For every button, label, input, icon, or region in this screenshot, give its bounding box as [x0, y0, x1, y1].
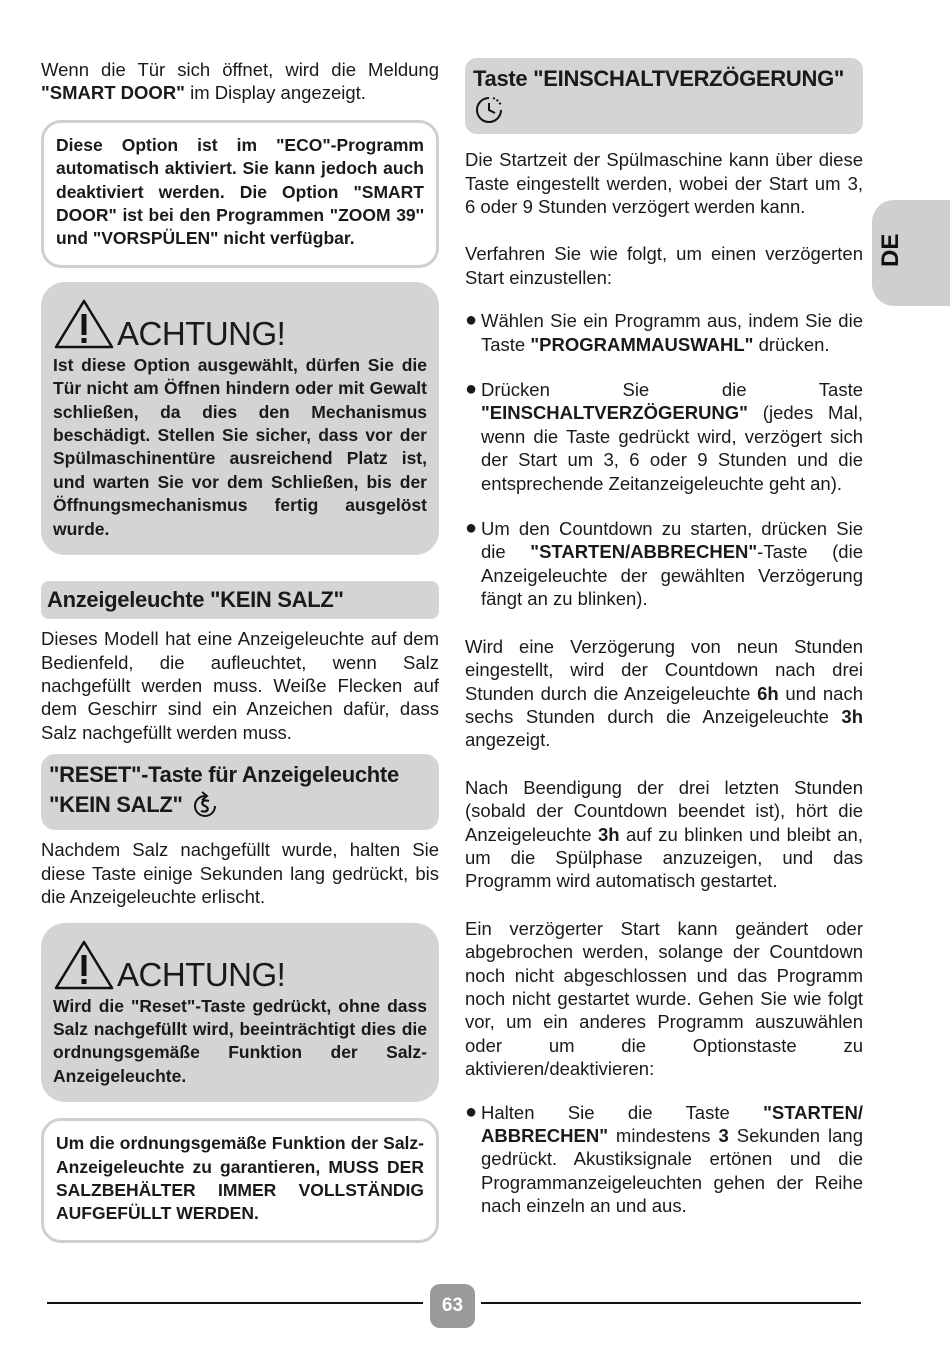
change-delay-text: Ein verzögerter Start kann geändert oder abgebrochen werden, solange der Countdown noch nicht abgeschlossen und das Programm noch nicht gestartet wurde. Gehen Sie wie folgt vor, um ein anderes Programm auszuwählen oder um die Optionstaste zu aktivieren/deaktivieren:: [465, 917, 863, 1080]
warning-box-door: [41, 282, 439, 555]
warning-text: Ist diese Option ausgewählt, dürfen Sie die Tür nicht am Öffnen hindern oder mit Gewalt schließen, da dies den Mechanismus beschädigt. Stellen Sie sicher, dass vor der Spülmaschinentüre ausreichend Platz ist, und warten Sie vor dem Schließen, bis der Öffnungsmechanismus fertig ausgelöst wurde.: [53, 354, 427, 539]
reset-button-heading: "RESET"-Taste für Anzeigeleuchte "KEIN SALZ": [41, 754, 439, 830]
reset-button-text: Nachdem Salz nachgefüllt wurde, halten Sie diese Taste einige Sekunden lang gedrückt, bis die Anzeigeleuchte erlischt.: [41, 839, 439, 908]
list-item: ● Halten Sie die Taste "STARTEN/ ABBRECHEN" mindestens 3 Sekunden lang gedrückt. Akustiksignale ertönen und die Programmanzeigeleuchten gehen der Reihe nach einzeln an und aus.: [465, 1100, 863, 1217]
reset-salt-icon: [189, 790, 221, 822]
left-column: [41, 58, 439, 1243]
warning-triangle-icon: [53, 298, 115, 350]
salt-note-text: Um die ordnungsgemäße Funktion der Salz-Anzeigeleuchte zu garantieren, MUSS DER SALZBEHÄLTER IMMER VOLLSTÄNDIG AUFGEFÜLLT WERDEN.: [56, 1133, 424, 1224]
eco-note-text: Diese Option ist im "ECO"-Programm automatisch aktiviert. Sie kann jedoch auch deaktiviert werden. Die Option "SMART DOOR" ist bei den Programmen "ZOOM 39'' und "VORSPÜLEN" nicht verfügbar.: [56, 134, 424, 249]
list-item: ● Drücken Sie die Taste "EINSCHALTVERZÖGERUNG" (jedes Mal, wenn die Taste gedrückt wird, verzögert sich der Start um 3, 6 oder 9 Stunden und die entsprechende Zeitanzeigeleuchte geht an).: [465, 378, 863, 494]
salt-indicator-text: Dieses Modell hat eine Anzeigeleuchte auf dem Bedienfeld, die aufleuchtet, wenn Salz nachgefüllt werden muss. Weiße Flecken auf dem Geschirr sind ein Anzeichen dafür, dass Salz nachgefüllt werden muss.: [41, 628, 439, 743]
right-column: [465, 58, 863, 1218]
language-tab-label: DE: [877, 233, 904, 267]
delay-procedure-intro: Verfahren Sie wie folgt, um einen verzögerten Start einzustellen:: [465, 243, 863, 288]
salt-note-box: [41, 1118, 439, 1243]
list-item: ● Um den Countdown zu starten, drücken Sie die "STARTEN/ABBRECHEN"-Taste (die Anzeigeleuchte der gewählten Verzögerung fängt an zu blinken).: [465, 517, 863, 610]
language-tab: [872, 200, 950, 306]
warning-text: Wird die "Reset"-Taste gedrückt, ohne dass Salz nachgefüllt wird, beeinträchtigt dies die ordnungsgemäße Funktion der Salz-Anzeigeleuchte.: [53, 995, 427, 1086]
warning-title: ACHTUNG!: [117, 955, 286, 993]
page-number: 63: [430, 1284, 475, 1328]
delay-timer-icon: [473, 94, 509, 126]
smart-door-intro: Wenn die Tür sich öffnet, wird die Meldung "SMART DOOR" im Display angezeigt.: [41, 59, 439, 104]
warning-box-reset: [41, 923, 439, 1103]
list-item: ● Wählen Sie ein Programm aus, indem Sie die Taste "PROGRAMMAUSWAHL" drücken.: [465, 309, 863, 355]
delay-intro: Die Startzeit der Spülmaschine kann über diese Taste eingestellt werden, wobei der Start um 3, 6 oder 9 Stunden verzögert werden kann.: [465, 149, 863, 217]
countdown-end-text: Nach Beendigung der drei letzten Stunden (sobald der Countdown beendet ist), hört die Anzeigeleuchte 3h auf zu blinken und bleibt an, um die Spülphase anzuzeigen, und das Programm wird automatisch gestartet.: [465, 776, 863, 892]
warning-title: ACHTUNG!: [117, 314, 286, 352]
delay-start-heading: Taste "EINSCHALTVERZÖGERUNG": [465, 58, 863, 134]
warning-triangle-icon: [53, 939, 115, 991]
footer-divider-left: [47, 1302, 423, 1304]
footer-divider-right: [481, 1302, 861, 1304]
eco-note-box: [41, 120, 439, 268]
countdown-text: Wird eine Verzögerung von neun Stunden eingestellt, wird der Countdown nach drei Stunden durch die Anzeigeleuchte 6h und nach sechs Stunden durch die Anzeigeleuchte 3h angezeigt.: [465, 635, 864, 751]
salt-indicator-heading: Anzeigeleuchte "KEIN SALZ": [41, 581, 439, 619]
